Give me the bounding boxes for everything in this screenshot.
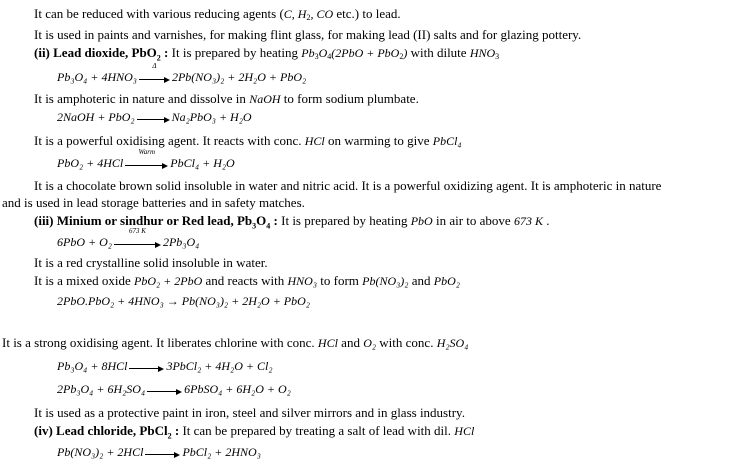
formula: PbCl₄	[432, 134, 462, 148]
formula: HNO	[469, 46, 496, 60]
text-line-batteries: and is used in lead storage batteries and in safety matches.	[2, 195, 305, 210]
section-heading-red-lead	[34, 214, 549, 231]
heading: (ii) Lead dioxide, PbO	[34, 45, 157, 60]
text-line-amphoteric	[34, 92, 419, 105]
subscript: 2	[167, 431, 172, 441]
equation-left: 6PbO + O₂	[57, 235, 112, 249]
equation-5: 2PbO.PbO₂ + 4HNO₃ → Pb(NO₃)₂ + 2H₂O + PbO₂	[57, 294, 310, 308]
formula: Pb	[301, 46, 315, 60]
text-line-mixed-oxide	[34, 274, 460, 287]
reaction-arrow	[137, 112, 170, 124]
equation-right: PbCl₄ + H₂O	[170, 156, 235, 170]
heading: O	[256, 213, 267, 228]
text: and	[408, 273, 434, 288]
equation-left: PbO₂ + 4HCl	[57, 156, 124, 170]
formula: O₂	[363, 336, 377, 350]
heading: :	[171, 423, 180, 438]
arrow-label: Δ	[152, 62, 157, 71]
reaction-arrow	[145, 447, 180, 459]
equation-2	[57, 111, 252, 124]
formula: NaOH	[249, 92, 281, 106]
heading: (iv) Lead chloride, PbCl	[34, 423, 168, 438]
formula: C, H	[283, 7, 307, 21]
text: .	[542, 213, 550, 228]
formula: H₂SO₄	[436, 336, 469, 350]
arrow-label: 673 K	[128, 227, 146, 236]
text: to form	[317, 273, 363, 288]
text: with dilute	[407, 45, 470, 60]
text-line-protective-paint: It is used as a protective paint in iron, steel and silver mirrors and in glass industry.	[34, 405, 465, 420]
formula: (2PbO + PbO	[331, 46, 400, 60]
text-line-reducing	[34, 7, 401, 22]
text: It can be reduced with various reducing agents (	[34, 6, 284, 21]
equation-right: 6PbSO₄ + 6H₂O + O₂	[184, 382, 291, 396]
formula: HCl	[304, 134, 325, 148]
formula: , CO	[310, 7, 334, 21]
reaction-arrow	[114, 227, 161, 249]
text-line-strong-oxidising	[2, 336, 468, 349]
text: and	[337, 335, 364, 350]
formula: PbO₂ + 2PbO	[134, 274, 203, 288]
equation-left: 2Pb₃O₄ + 6H₂SO₄	[57, 382, 146, 396]
formula: O	[318, 46, 328, 60]
text: to form sodium plumbate.	[280, 91, 419, 106]
text: in air to above	[432, 213, 514, 228]
equation-3	[57, 148, 235, 170]
section-heading-lead-dioxide	[34, 46, 499, 63]
formula: Pb(NO₃)₂	[362, 274, 409, 288]
text: on warming to give	[324, 133, 433, 148]
subscript: 2	[399, 52, 404, 61]
heading: :	[160, 45, 169, 60]
equation-1	[57, 62, 307, 84]
subscript: 4	[327, 52, 332, 61]
equation-left: Pb₃O₄ + 4HNO₃	[57, 70, 137, 84]
subscript: 4	[266, 221, 271, 231]
text: It is amphoteric in nature and dissolve in	[34, 91, 250, 106]
text: with conc.	[376, 335, 437, 350]
equation-right: 2Pb₃O₄	[162, 235, 200, 249]
formula: PbO₂	[433, 274, 460, 288]
text: etc.) to lead.	[333, 6, 401, 21]
text: It is a mixed oxide	[34, 273, 135, 288]
subscript: 3	[314, 52, 319, 61]
equation-4	[57, 227, 200, 249]
text: It is prepared by heating	[277, 213, 411, 228]
text: and reacts with	[202, 273, 288, 288]
equation-left: 2NaOH + PbO₂	[57, 110, 135, 124]
formula: HCl	[317, 336, 338, 350]
text: It can be prepared by treating a salt of lead with dil.	[179, 423, 455, 438]
equation-left: Pb(NO₃)₂ + 2HCl	[57, 445, 144, 459]
text: It is a strong oxidising agent. It liberates chlorine with conc.	[2, 335, 318, 350]
heading: (iii) Minium or sindhur or Red lead, Pb	[34, 213, 253, 228]
text-line-chocolate: It is a chocolate brown solid insoluble in water and nitric acid. It is a powerful oxidizing agent. It is amphoteric in nature	[34, 178, 662, 193]
subscript: 3	[252, 221, 257, 231]
arrow-label: Warm	[138, 148, 156, 157]
text-line-oxidising	[34, 134, 462, 147]
formula: HNO₃	[287, 274, 317, 288]
formula: HCl	[454, 424, 475, 438]
reaction-arrow	[147, 384, 182, 396]
equation-right: 3PbCl₂ + 4H₂O + Cl₂	[166, 359, 273, 373]
subscript: 3	[495, 52, 500, 61]
heading: :	[270, 213, 278, 228]
equation-7	[57, 383, 291, 396]
reaction-arrow	[125, 148, 168, 170]
equation-left: Pb₃O₄ + 8HCl	[57, 359, 128, 373]
reaction-arrow	[129, 361, 164, 373]
formula: )	[403, 46, 408, 60]
equation-right: Na₂PbO₃ + H₂O	[171, 110, 252, 124]
text-line-red-crystalline: It is a red crystalline solid insoluble in water.	[34, 255, 268, 270]
subscript: 2	[306, 13, 311, 22]
text: It is a powerful oxidising agent. It reacts with conc.	[34, 133, 305, 148]
formula: PbO	[410, 214, 433, 228]
equation-right: PbCl₂ + 2HNO₃	[182, 445, 261, 459]
text: It is prepared by heating	[168, 45, 302, 60]
equation-right: 2Pb(NO₃)₂ + 2H₂O + PbO₂	[171, 70, 307, 84]
section-heading-lead-chloride	[34, 424, 474, 441]
subscript: 2	[156, 53, 161, 63]
reaction-arrow	[139, 62, 170, 84]
formula: 673 K	[513, 214, 543, 228]
equation-8	[57, 446, 261, 459]
text-line-uses: It is used in paints and varnishes, for making flint glass, for making lead (II) salts and for glazing pottery.	[34, 27, 582, 42]
equation-6	[57, 360, 273, 373]
